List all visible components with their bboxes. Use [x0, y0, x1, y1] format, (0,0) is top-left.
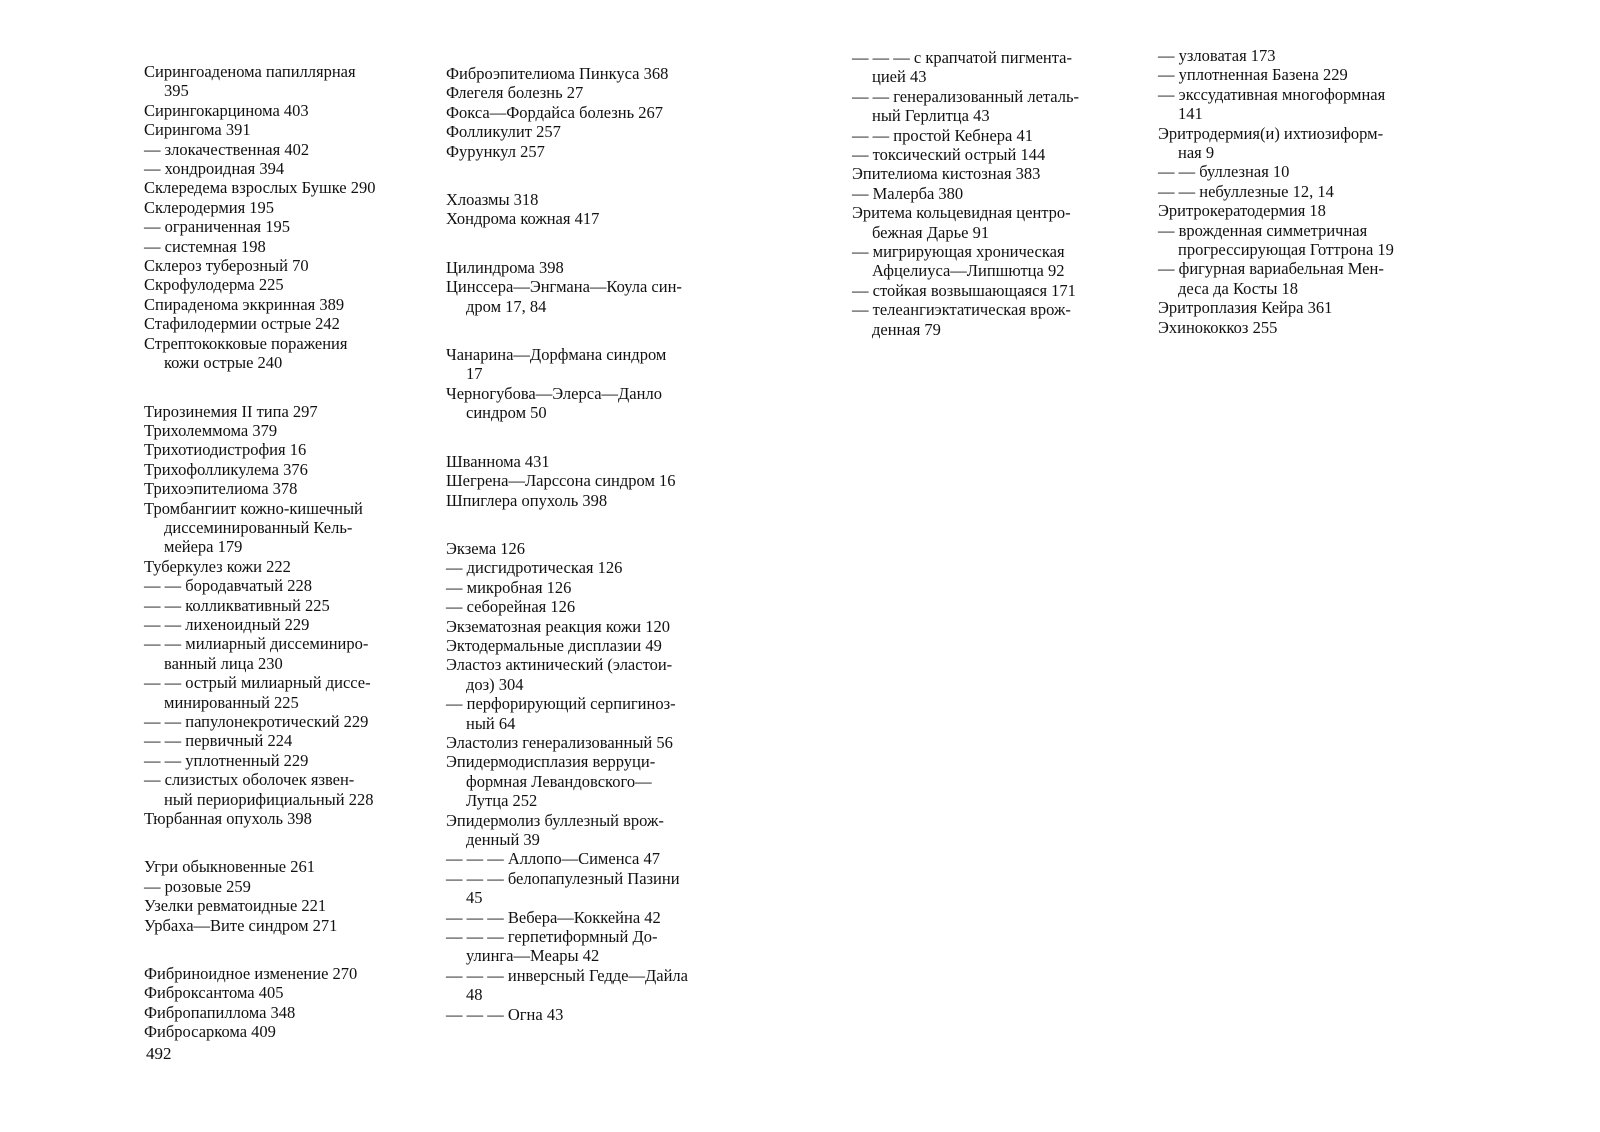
index-entry-text: — — небуллезные 12, 14	[1158, 181, 1334, 201]
index-entry	[446, 345, 736, 384]
index-entry	[446, 258, 736, 277]
index-entry-text: Черногубова—Элерса—Данло	[446, 383, 662, 403]
index-entry-text: — — острый милиарный диссе-	[144, 673, 371, 693]
index-entry	[852, 48, 1142, 87]
index-entry	[446, 64, 736, 83]
index-entry-text: — — — Вебера—Коккейна 42	[446, 907, 661, 927]
index-entry	[852, 184, 1142, 203]
index-entry	[852, 242, 1142, 281]
index-entry-text: Стрептококковые поражения	[144, 333, 348, 353]
index-entry-text: — фигурная вариабельная Мен-	[1158, 259, 1384, 279]
index-entry-text: Шваннома 431	[446, 451, 550, 471]
index-entry	[446, 103, 736, 122]
index-entry	[144, 217, 434, 236]
index-entry-continuation: синдром 50	[466, 403, 547, 423]
index-entry-text: Хлоазмы 318	[446, 190, 539, 210]
index-entry	[144, 120, 434, 139]
index-entry	[446, 209, 736, 228]
index-entry	[144, 964, 434, 983]
index-entry-text: Чанарина—Дорфмана синдром	[446, 345, 667, 365]
index-entry-text: — — генерализованный леталь-	[852, 86, 1080, 106]
index-entry	[144, 596, 434, 615]
index-entry-continuation: 48	[466, 985, 483, 1005]
index-entry	[144, 334, 434, 373]
index-entry-text: Склередема взрослых Бушке 290	[144, 178, 376, 198]
index-entry	[1158, 318, 1448, 337]
section-gap	[446, 161, 736, 190]
index-entry	[144, 877, 434, 896]
index-entry	[852, 87, 1142, 126]
index-entry	[1158, 85, 1448, 124]
index-entry	[144, 1022, 434, 1041]
section-gap	[446, 316, 736, 345]
index-entry	[446, 452, 736, 471]
index-entry-text: Экзема 126	[446, 538, 526, 558]
index-entry-text: — перфорирующий серпигиноз-	[446, 694, 676, 714]
index-entry-text: Эритроплазия Кейра 361	[1158, 298, 1333, 318]
index-entry-text: Фиброэпителиома Пинкуса 368	[446, 64, 669, 83]
section-gap	[144, 935, 434, 964]
index-entry-continuation: денный 39	[466, 830, 540, 849]
index-entry	[446, 733, 736, 752]
index-entry	[446, 1005, 736, 1024]
index-entry-text: Туберкулез кожи 222	[144, 556, 291, 576]
index-column-1	[144, 62, 434, 1042]
index-entry	[144, 770, 434, 809]
index-entry-text: — — — герпетиформный До-	[446, 927, 658, 947]
index-column-2	[446, 64, 736, 1024]
index-entry	[446, 908, 736, 927]
index-entry-text: Узелки ревматоидные 221	[144, 896, 327, 916]
index-entry	[144, 857, 434, 876]
index-entry	[1158, 221, 1448, 260]
index-entry-text: — — простой Кебнера 41	[852, 125, 1033, 145]
index-entry	[144, 615, 434, 634]
index-entry	[446, 927, 736, 966]
index-entry-text: Склеродермия 195	[144, 197, 275, 217]
index-entry	[446, 539, 736, 558]
index-entry	[1158, 124, 1448, 163]
index-entry-continuation: Лутца 252	[466, 791, 538, 811]
index-entry-continuation: денная 79	[872, 319, 941, 339]
index-entry	[144, 140, 434, 159]
index-entry	[446, 694, 736, 733]
index-entry-continuation: Афцелиуса—Липшютца 92	[872, 261, 1065, 281]
index-entry-text: Фибропапиллома 348	[144, 1002, 296, 1022]
index-entry-continuation: дром 17, 84	[466, 296, 547, 316]
index-entry-text: — — буллезная 10	[1158, 162, 1290, 182]
index-entry	[852, 203, 1142, 242]
index-entry	[446, 471, 736, 490]
index-entry-text: Эпителиома кистозная 383	[852, 164, 1041, 184]
index-entry-continuation: 395	[164, 81, 189, 101]
index-entry	[144, 751, 434, 770]
index-entry-text: Трихолеммома 379	[144, 420, 278, 440]
index-entry	[446, 83, 736, 102]
index-entry-text: — ограниченная 195	[144, 217, 290, 237]
index-entry-text: Угри обыкновенные 261	[144, 857, 315, 877]
section-gap	[446, 229, 736, 258]
index-entry-text: Трихотиодистрофия 16	[144, 440, 307, 460]
index-entry-text: — злокачественная 402	[144, 139, 310, 159]
index-entry-text: — мигрирующая хроническая	[852, 242, 1065, 262]
index-entry	[446, 752, 736, 810]
index-entry-text: Шегрена—Ларссона синдром 16	[446, 471, 676, 491]
index-entry-text: Склероз туберозный 70	[144, 256, 309, 276]
index-entry-text: — токсический острый 144	[852, 145, 1046, 165]
index-entry	[144, 809, 434, 828]
index-entry	[446, 558, 736, 577]
index-entry-text: Эпидермодисплазия верруци-	[446, 752, 656, 772]
index-entry	[144, 983, 434, 1002]
index-column-4	[1158, 46, 1448, 337]
index-entry-text: — — лихеноидный 229	[144, 614, 310, 634]
index-entry-text: — экссудативная многоформная	[1158, 84, 1386, 104]
index-entry	[144, 421, 434, 440]
index-entry-continuation: мейера 179	[164, 537, 243, 557]
index-entry-text: Трихоэпителиома 378	[144, 479, 298, 499]
index-entry	[144, 198, 434, 217]
index-entry-text: — — папулонекротический 229	[144, 712, 369, 731]
index-entry	[446, 122, 736, 141]
index-entry-continuation: 141	[1178, 104, 1203, 124]
index-entry-text: Шпиглера опухоль 398	[446, 490, 608, 510]
index-entry	[144, 712, 434, 731]
index-entry-text: Спираденома эккринная 389	[144, 294, 345, 314]
index-entry	[446, 869, 736, 908]
index-entry-text: — хондроидная 394	[144, 159, 285, 179]
index-entry	[852, 126, 1142, 145]
index-entry-text: Хондрома кожная 417	[446, 209, 600, 229]
index-entry	[144, 275, 434, 294]
index-entry-text: — системная 198	[144, 236, 266, 256]
index-entry-text: Экзематозная реакция кожи 120	[446, 616, 670, 636]
index-entry	[1158, 298, 1448, 317]
index-entry-text: Урбаха—Вите синдром 271	[144, 915, 338, 935]
index-entry-text: Фибросаркома 409	[144, 1022, 276, 1042]
index-entry	[144, 1003, 434, 1022]
index-entry-text: Эпидермолиз буллезный врож-	[446, 810, 664, 830]
index-entry	[144, 460, 434, 479]
index-entry	[144, 557, 434, 576]
index-entry-text: — — милиарный диссеминиро-	[144, 634, 369, 654]
index-entry	[144, 440, 434, 459]
index-entry-text: Фолликулит 257	[446, 122, 561, 142]
index-entry-text: — дисгидротическая 126	[446, 558, 623, 578]
index-entry-continuation: доз) 304	[466, 674, 524, 694]
index-entry	[446, 655, 736, 694]
section-gap	[446, 423, 736, 452]
index-entry	[446, 384, 736, 423]
index-entry	[446, 578, 736, 597]
index-entry-text: Фокса—Фордайса болезнь 267	[446, 102, 664, 122]
index-column-3	[852, 48, 1142, 339]
index-entry	[1158, 162, 1448, 181]
index-entry	[144, 402, 434, 421]
index-entry-continuation: цией 43	[872, 67, 927, 87]
index-entry-continuation: кожи острые 240	[164, 353, 283, 373]
index-entry-text: — узловатая 173	[1158, 46, 1276, 65]
index-entry	[144, 673, 434, 712]
index-entry	[144, 896, 434, 915]
index-entry-continuation: ная 9	[1178, 143, 1215, 163]
index-entry	[446, 491, 736, 510]
index-entry-text: Цилиндрома 398	[446, 257, 564, 277]
index-entry	[446, 849, 736, 868]
index-entry-text: Цинссера—Энгмана—Коула син-	[446, 277, 682, 297]
index-entry-continuation: ный Герлитца 43	[872, 106, 990, 126]
index-entry-continuation: деса да Косты 18	[1178, 278, 1299, 298]
index-entry	[852, 281, 1142, 300]
index-entry-text: Фибриноидное изменение 270	[144, 964, 358, 984]
index-entry-continuation: бежная Дарье 91	[872, 222, 990, 242]
index-entry-text: Тромбангиит кожно-кишечный	[144, 498, 363, 518]
index-entry	[144, 295, 434, 314]
index-entry	[144, 499, 434, 557]
index-entry-text: Сирингоаденома папиллярная	[144, 62, 356, 81]
index-entry	[852, 145, 1142, 164]
index-entry	[144, 314, 434, 333]
index-entry	[446, 190, 736, 209]
index-entry	[446, 811, 736, 850]
index-entry-text: Сирингокарцинома 403	[144, 100, 309, 120]
index-entry-text: — — — Аллопо—Сименса 47	[446, 849, 660, 869]
index-entry-continuation: диссеминированный Кель-	[164, 517, 353, 537]
index-entry-continuation: 45	[466, 888, 483, 908]
index-entry-text: Тюрбанная опухоль 398	[144, 809, 312, 829]
index-entry-text: Фурункул 257	[446, 141, 545, 161]
index-entry-text: Эластоз актинический (эластои-	[446, 655, 673, 675]
index-entry-text: Стафилодермии острые 242	[144, 314, 340, 334]
page-number: 492	[146, 1044, 172, 1063]
index-entry	[446, 142, 736, 161]
index-entry-text: — — первичный 224	[144, 731, 293, 751]
index-entry-continuation: формная Левандовского—	[466, 771, 652, 791]
index-entry-text: — телеангиэктатическая врож-	[852, 300, 1071, 320]
section-gap	[144, 373, 434, 402]
index-entry-text: — слизистых оболочек язвен-	[144, 770, 355, 790]
index-entry-text: Эритрокератодермия 18	[1158, 201, 1326, 221]
index-entry	[144, 101, 434, 120]
index-entry-text: — — уплотненный 229	[144, 750, 309, 770]
index-entry	[144, 159, 434, 178]
index-entry	[144, 237, 434, 256]
index-entry-text: — — бородавчатый 228	[144, 576, 312, 596]
index-entry-text: — — — с крапчатой пигмента-	[852, 48, 1072, 67]
index-entry	[852, 164, 1142, 183]
index-entry	[1158, 46, 1448, 65]
index-entry	[144, 256, 434, 275]
index-entry	[144, 731, 434, 750]
index-entry	[1158, 182, 1448, 201]
index-entry	[446, 617, 736, 636]
section-gap	[446, 510, 736, 539]
index-entry-text: Флегеля болезнь 27	[446, 83, 584, 103]
index-entry	[144, 916, 434, 935]
index-entry	[446, 277, 736, 316]
index-entry	[144, 479, 434, 498]
index-entry-text: — — — белопапулезный Пазини	[446, 868, 680, 888]
index-entry-text: — уплотненная Базена 229	[1158, 65, 1348, 85]
index-entry	[852, 300, 1142, 339]
index-entry-text: Эктодермальные дисплазии 49	[446, 635, 662, 655]
index-entry-text: — микробная 126	[446, 577, 572, 597]
index-entry-text: Фиброксантома 405	[144, 983, 284, 1003]
index-entry	[144, 178, 434, 197]
index-entry-continuation: ный 64	[466, 713, 516, 733]
index-entry-text: Тирозинемия II типа 297	[144, 401, 318, 421]
index-entry-text: — — колликвативный 225	[144, 595, 330, 615]
index-entry-text: Эритродермия(и) ихтиозиформ-	[1158, 123, 1384, 143]
index-entry-continuation: 17	[466, 364, 483, 384]
index-entry	[1158, 65, 1448, 84]
index-entry-text: — — — инверсный Гедде—Дайла	[446, 965, 688, 985]
index-entry	[1158, 259, 1448, 298]
index-entry-continuation: улинга—Меары 42	[466, 946, 600, 966]
index-entry-continuation: минированный 225	[164, 692, 299, 712]
index-entry-text: Эритема кольцевидная центро-	[852, 203, 1071, 223]
index-entry-continuation: прогрессирующая Готтрона 19	[1178, 240, 1394, 260]
index-entry-text: — Малерба 380	[852, 183, 964, 203]
index-entry	[144, 62, 434, 101]
index-entry-text: Сирингома 391	[144, 120, 251, 140]
index-entry-text: — врожденная симметричная	[1158, 220, 1368, 240]
index-entry-text: — себорейная 126	[446, 597, 576, 617]
index-entry-text: Скрофулодерма 225	[144, 275, 284, 295]
index-entry-text: — — — Огна 43	[446, 1004, 564, 1024]
index-entry	[144, 576, 434, 595]
section-gap	[144, 828, 434, 857]
index-entry	[144, 634, 434, 673]
index-entry	[446, 636, 736, 655]
index-entry-text: — стойкая возвышающаяся 171	[852, 280, 1076, 300]
index-entry-text: Эхинококкоз 255	[1158, 317, 1278, 337]
index-entry-text: — розовые 259	[144, 876, 251, 896]
index-entry	[446, 966, 736, 1005]
index-entry-continuation: ный периорифициальный 228	[164, 789, 374, 809]
index-entry	[1158, 201, 1448, 220]
index-entry-text: Трихофолликулема 376	[144, 459, 308, 479]
index-entry-continuation: ванный лица 230	[164, 653, 283, 673]
index-entry	[446, 597, 736, 616]
index-entry-text: Эластолиз генерализованный 56	[446, 732, 673, 752]
